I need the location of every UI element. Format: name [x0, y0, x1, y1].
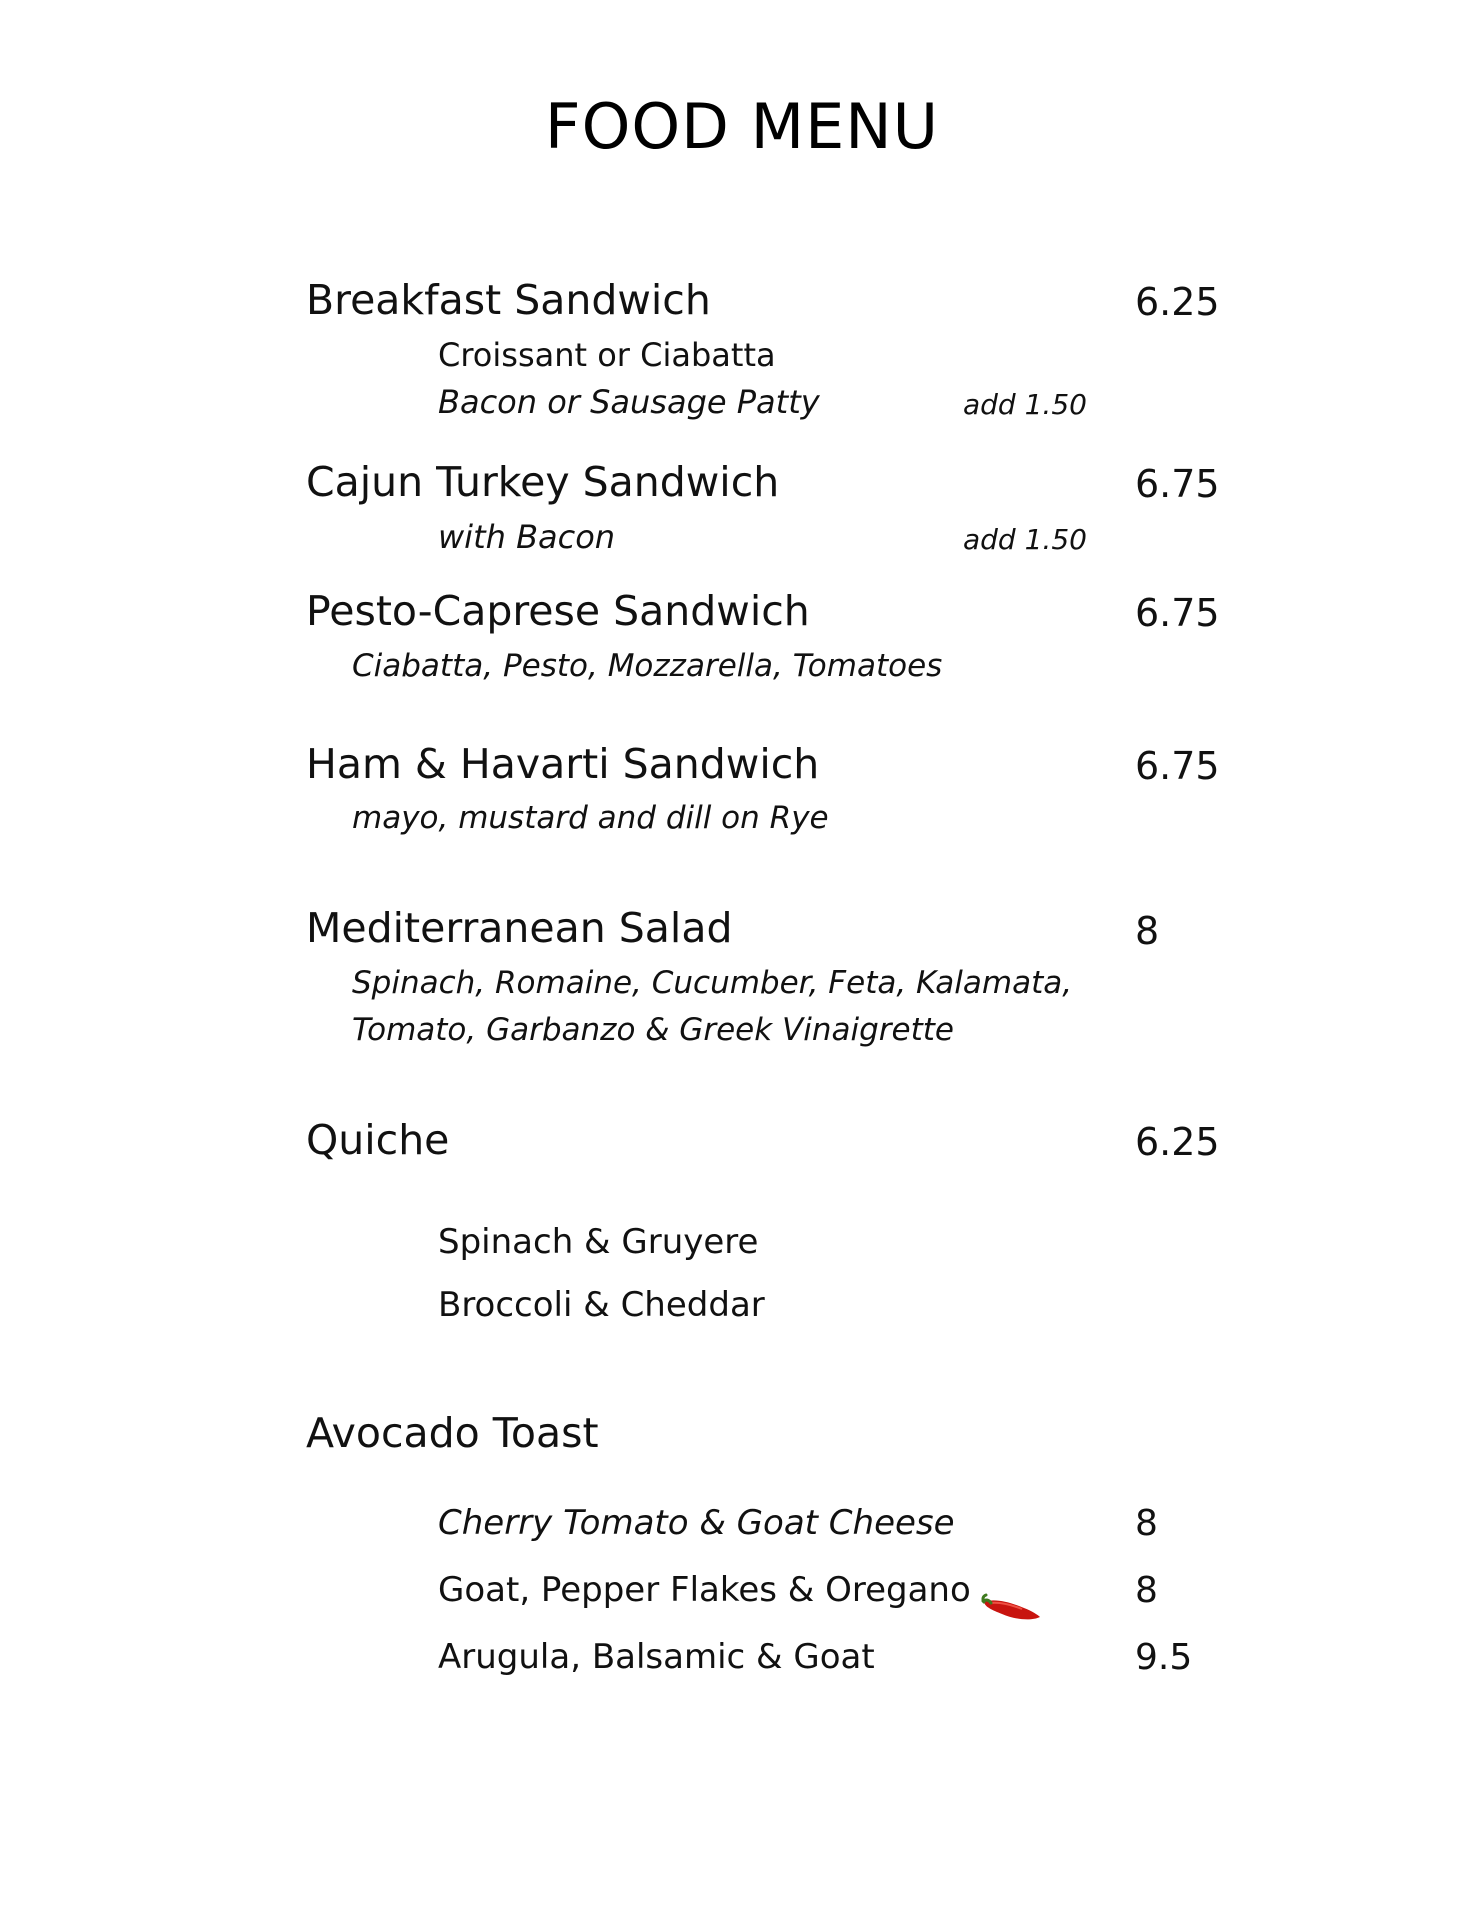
quiche-flavor: Broccoli & Cheddar	[438, 1285, 765, 1325]
item-name-cajun-turkey: Cajun Turkey Sandwich	[306, 458, 780, 506]
item-price-cajun-turkey: 6.75	[1135, 462, 1220, 506]
option-meat-price: add 1.50	[963, 388, 1087, 421]
option-bacon: with Bacon	[438, 518, 616, 556]
item-price-quiche: 6.25	[1135, 1120, 1220, 1164]
menu-title: FOOD MENU	[544, 90, 940, 163]
item-name-ham-havarti: Ham & Havarti Sandwich	[306, 740, 820, 788]
item-description-ham-havarti: mayo, mustard and dill on Rye	[352, 800, 829, 836]
item-name-pesto-caprese: Pesto-Caprese Sandwich	[306, 587, 810, 635]
option-bread: Croissant or Ciabatta	[438, 336, 776, 374]
quiche-flavor: Spinach & Gruyere	[438, 1222, 759, 1262]
item-description-line2: Tomato, Garbanzo & Greek Vinaigrette	[352, 1012, 954, 1048]
avocado-variant-price: 8	[1135, 1503, 1158, 1544]
item-description-pesto-caprese: Ciabatta, Pesto, Mozzarella, Tomatoes	[352, 648, 943, 684]
item-name-quiche: Quiche	[306, 1116, 450, 1164]
item-price-ham-havarti: 6.75	[1135, 744, 1220, 788]
item-name-mediterranean-salad: Mediterranean Salad	[306, 904, 733, 952]
avocado-variant-price: 9.5	[1135, 1637, 1193, 1678]
option-meat: Bacon or Sausage Patty	[438, 383, 820, 421]
item-name-breakfast-sandwich: Breakfast Sandwich	[306, 276, 711, 324]
item-description-line1: Spinach, Romaine, Cucumber, Feta, Kalamata,	[352, 965, 1073, 1001]
item-price-breakfast-sandwich: 6.25	[1135, 280, 1220, 324]
avocado-variant-name: Arugula, Balsamic & Goat	[438, 1637, 875, 1677]
item-price-mediterranean-salad: 8	[1135, 909, 1160, 953]
chili-pepper-icon	[980, 1590, 1042, 1624]
item-price-pesto-caprese: 6.75	[1135, 591, 1220, 635]
option-bacon-price: add 1.50	[963, 523, 1087, 556]
avocado-variant-price: 8	[1135, 1570, 1158, 1611]
item-name-avocado-toast: Avocado Toast	[306, 1409, 599, 1457]
avocado-variant-name: Goat, Pepper Flakes & Oregano	[438, 1570, 971, 1610]
avocado-variant-name: Cherry Tomato & Goat Cheese	[438, 1503, 955, 1543]
